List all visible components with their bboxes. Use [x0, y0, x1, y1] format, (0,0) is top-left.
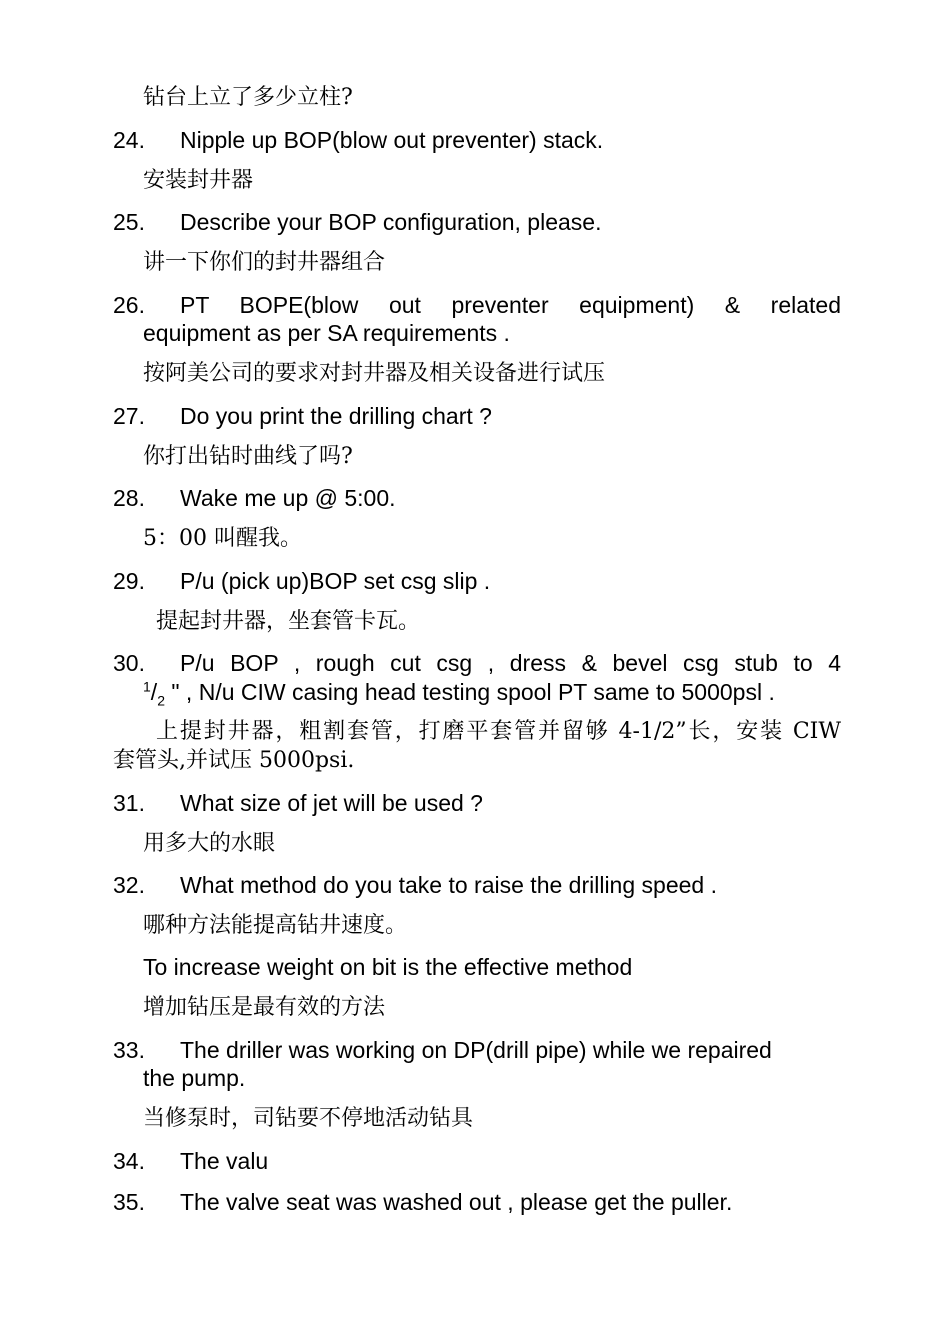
- item-text-cn: 你打出钻时曲线了吗?: [143, 444, 353, 469]
- item-text-en: What method do you take to raise the drilling speed .: [180, 872, 717, 898]
- item-number: 33.: [113, 1037, 145, 1063]
- item-text-en-continued: [143, 677, 775, 707]
- item-text-en: P/u (pick up)BOP set csg slip .: [180, 568, 491, 594]
- item-number: 30.: [113, 650, 145, 676]
- item-text-en: The valu: [180, 1148, 269, 1174]
- fraction-slash: /: [150, 679, 158, 705]
- item-number: 26.: [113, 292, 145, 318]
- item-text-cn: 用多大的水眼: [143, 831, 276, 856]
- item-number: 24.: [113, 127, 145, 153]
- item-text-en: P/u BOP , rough cut csg , dress & bevel csg stub to 4: [180, 650, 841, 676]
- item-text-cn: 讲一下你们的封井器组合: [143, 250, 386, 275]
- item-text-en: Do you print the drilling chart ?: [180, 403, 492, 429]
- item-number: 25.: [113, 209, 145, 235]
- item-text-cn: 当修泵时，司钻要不停地活动钻具: [143, 1106, 474, 1131]
- item-text-en-continued: the pump.: [143, 1065, 246, 1091]
- item-text-en-answer: To increase weight on bit is the effective method: [143, 954, 633, 980]
- item-number: 28.: [113, 485, 145, 511]
- item-text-en-continued: equipment as per SA requirements .: [143, 320, 510, 346]
- item-text-en: Nipple up BOP(blow out preventer) stack.: [180, 127, 604, 153]
- item-number: 31.: [113, 790, 145, 816]
- item-text-en: Describe your BOP configuration, please.: [180, 209, 602, 235]
- item-text-en: Wake me up @ 5:00.: [180, 485, 396, 511]
- item-text-en-rest: " , N/u CIW casing head testing spool PT same to 5000psl .: [171, 679, 775, 705]
- fraction-numerator: 1: [143, 678, 151, 695]
- item-text-cn: 上提封井器，粗割套管，打磨平套管并留够 4-1/2”长，安装 CIW: [156, 719, 841, 744]
- item-number: 32.: [113, 872, 145, 898]
- item-text-cn: 安装封井器: [143, 168, 254, 193]
- item-text-en: The valve seat was washed out , please get the puller.: [180, 1189, 733, 1215]
- item-number: 27.: [113, 403, 145, 429]
- item-text-cn: 按阿美公司的要求对封井器及相关设备进行试压: [143, 361, 606, 386]
- item-text-cn: 5：00 叫醒我。: [143, 526, 302, 551]
- item-text-en: The driller was working on DP(drill pipe) while we repaired: [180, 1037, 772, 1063]
- item-number: 29.: [113, 568, 145, 594]
- item-text-cn-answer: 增加钻压是最有效的方法: [143, 995, 386, 1020]
- item-text-cn: 提起封井器，坐套管卡瓦。: [156, 609, 421, 634]
- intro-question-cn: 钻台上立了多少立柱?: [143, 85, 353, 110]
- item-number: 34.: [113, 1148, 145, 1174]
- item-text-cn: 哪种方法能提高钻井速度。: [143, 913, 408, 938]
- item-text-en: PT BOPE(blow out preventer equipment) & related: [180, 292, 841, 318]
- item-number: 35.: [113, 1189, 145, 1215]
- item-text-cn-continued: 套管头,并试压 5000psi.: [113, 748, 355, 773]
- item-text-en: What size of jet will be used ?: [180, 790, 483, 816]
- fraction-denominator: 2: [157, 692, 165, 709]
